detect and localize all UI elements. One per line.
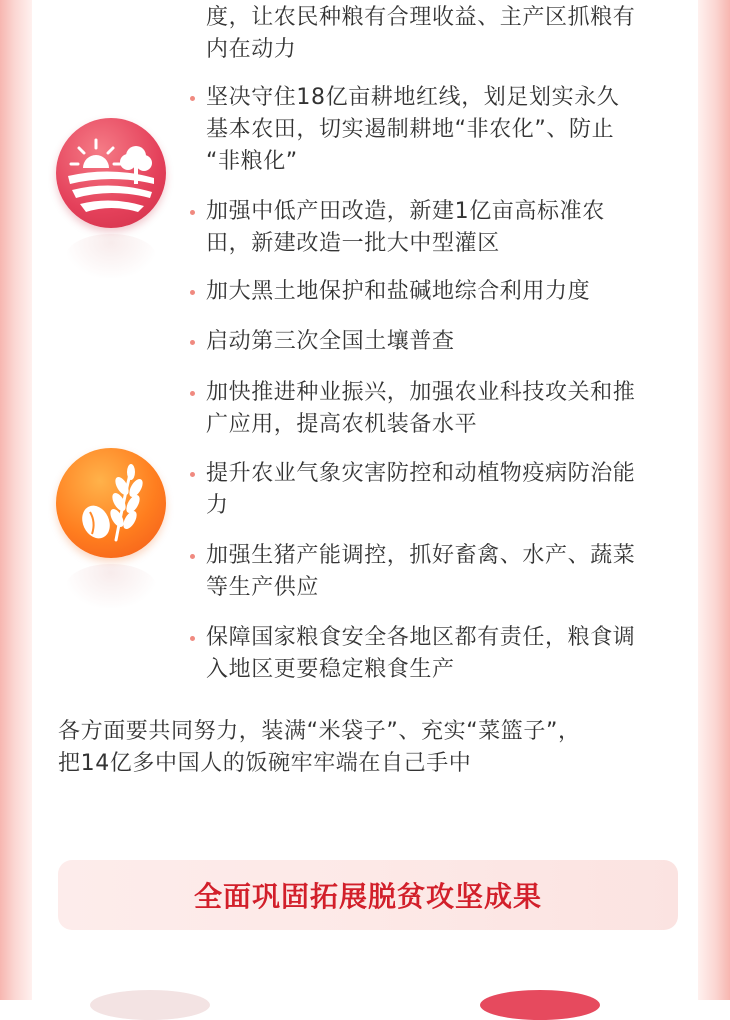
list-item-line: 田，新建改造一批大中型灌区 <box>206 231 500 256</box>
intro-line: 度，让农民种粮有合理收益、主产区抓粮有 <box>206 5 636 30</box>
intro-text <box>186 2 676 66</box>
list-item-line: 提升农业气象灾害防控和动植物疫病防治能 <box>206 461 636 486</box>
farmland-sun-tree-icon <box>56 118 166 228</box>
list-item <box>186 196 676 260</box>
farmland-icon-block <box>56 118 166 288</box>
list-item <box>186 276 676 308</box>
list-item-line: 坚决守住18亿亩耕地红线，划足划实永久 <box>206 85 620 110</box>
bullet-dot <box>190 636 195 641</box>
list-item-line: 加快推进种业振兴，加强农业科技攻关和推 <box>206 380 636 405</box>
list-item <box>186 326 676 358</box>
wheat-icon-block <box>56 448 166 618</box>
list-item <box>186 82 676 178</box>
right-decorative-border <box>698 0 730 1000</box>
next-section-icon-peek <box>90 990 210 1020</box>
closing-paragraph <box>58 716 688 780</box>
list-item <box>186 622 676 686</box>
next-section-icon-peek <box>480 990 600 1020</box>
list-item-line: “非粮化” <box>206 149 298 174</box>
list-item <box>186 540 676 604</box>
list-item-line: 启动第三次全国土壤普查 <box>206 329 455 354</box>
bullet-dot <box>190 96 195 101</box>
list-item-line: 力 <box>206 493 229 518</box>
list-item-line: 入地区更要稳定粮食生产 <box>206 657 455 682</box>
left-decorative-border <box>0 0 32 1000</box>
list-item-line: 加强生猪产能调控，抓好畜禽、水产、蔬菜 <box>206 543 636 568</box>
bullet-dot <box>190 554 195 559</box>
list-item <box>186 377 676 441</box>
list-item-line: 加大黑土地保护和盐碱地综合利用力度 <box>206 279 591 304</box>
section-banner <box>58 860 678 930</box>
closing-line: 各方面要共同努力，装满“米袋子”、充实“菜篮子”， <box>58 719 581 744</box>
list-item <box>186 458 676 522</box>
icon-reflection <box>66 234 156 278</box>
list-item-line: 加强中低产田改造，新建1亿亩高标准农 <box>206 199 605 224</box>
list-item-line: 广应用，提高农机装备水平 <box>206 412 478 437</box>
bullet-dot <box>190 210 195 215</box>
closing-line: 把14亿多中国人的饭碗牢牢端在自己手中 <box>58 751 472 776</box>
bullet-dot <box>190 391 195 396</box>
section-title: 全面巩固拓展脱贫攻坚成果 <box>193 880 542 913</box>
bullet-dot <box>190 290 195 295</box>
intro-line: 内在动力 <box>206 37 297 62</box>
bullet-dot <box>190 340 195 345</box>
icon-reflection <box>66 564 156 608</box>
list-item-line: 等生产供应 <box>206 575 320 600</box>
list-item-line: 基本农田，切实遏制耕地“非农化”、防止 <box>206 117 615 142</box>
wheat-grain-icon <box>56 448 166 558</box>
list-item-line: 保障国家粮食安全各地区都有责任，粮食调 <box>206 625 636 650</box>
bullet-dot <box>190 472 195 477</box>
